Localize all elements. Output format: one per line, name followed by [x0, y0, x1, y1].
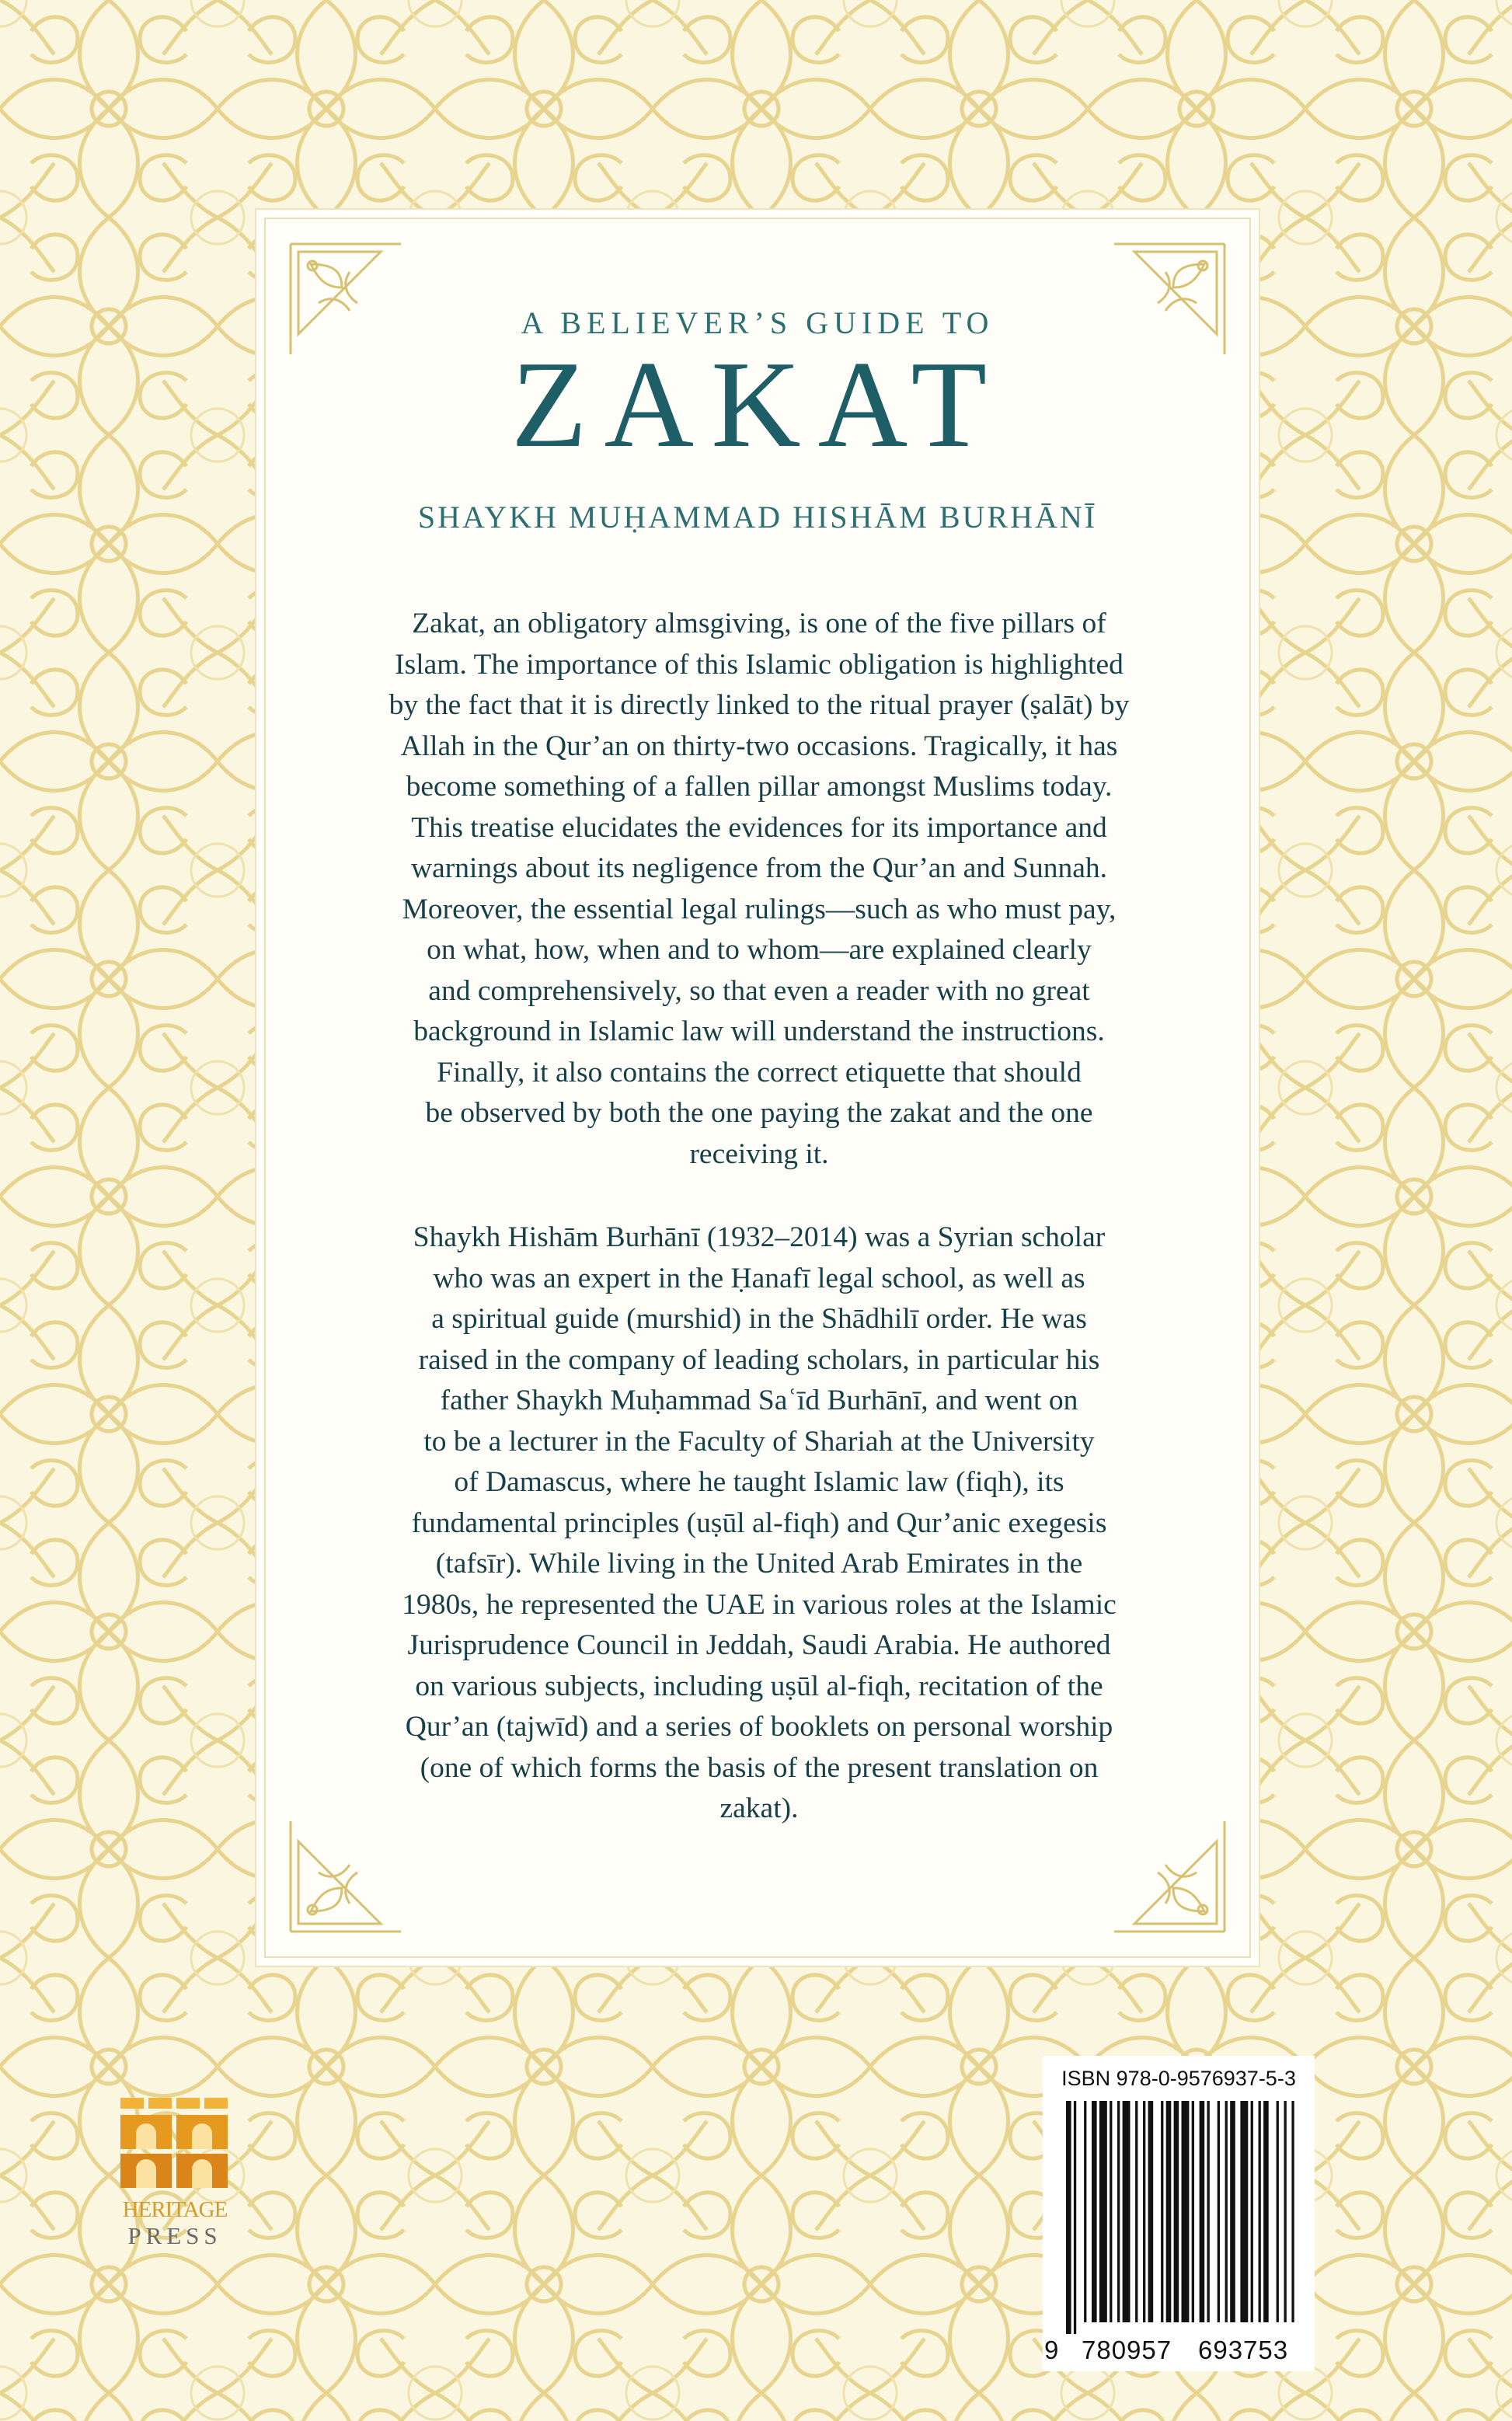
- corner-ornament: [287, 1818, 404, 1935]
- barcode-bar: [1284, 2101, 1287, 2322]
- barcode-bar: [1240, 2101, 1248, 2322]
- description-panel: [264, 218, 1251, 1958]
- publisher-logo: [117, 2098, 241, 2292]
- barcode-bar: [1225, 2101, 1228, 2322]
- text-line: on what, how, when and to whom—are explained clearly: [427, 934, 1092, 966]
- barcode-bar: [1143, 2101, 1145, 2322]
- text-line: a spiritual guide (murshid) in the Shādhilī order. He was: [431, 1303, 1087, 1335]
- barcode-bar: [1166, 2101, 1172, 2322]
- corner-ornament: [1111, 1818, 1228, 1935]
- text-line: Islam. The importance of this Islamic obligation is highlighted: [395, 648, 1124, 681]
- text-line: by the fact that it is directly linked to the ritual prayer (ṣalāt) by: [388, 689, 1130, 721]
- text-line: raised in the company of leading scholars, in particular his: [418, 1343, 1100, 1376]
- barcode-bar: [1123, 2101, 1131, 2322]
- barcode-bar: [1291, 2101, 1294, 2322]
- barcode-bar: [1084, 2101, 1086, 2322]
- text-line: who was an expert in the Ḥanafī legal school, as well as: [433, 1262, 1085, 1294]
- text-line: become something of a fallen pillar amongst Muslims today.: [406, 771, 1113, 803]
- barcode: [1052, 2101, 1305, 2334]
- book-description-paragraph: [336, 604, 1183, 1175]
- text-line: Shaykh Hishām Burhānī (1932–2014) was a Syrian scholar: [413, 1221, 1106, 1253]
- text-line: be observed by both the one paying the zakat and the one: [425, 1097, 1093, 1129]
- text-line: zakat).: [719, 1792, 799, 1824]
- text-line: and comprehensively, so that even a reader with no great: [428, 974, 1090, 1007]
- publisher-name-line2: PRESS: [127, 2222, 222, 2249]
- barcode-bar: [1174, 2101, 1179, 2322]
- barcode-digits-right: 693753: [1198, 2336, 1289, 2364]
- barcode-bar: [1148, 2101, 1154, 2322]
- text-line: father Shaykh Muḥammad Saʿīd Burhānī, and went on: [440, 1385, 1078, 1416]
- text-line: Qur’an (tajwīd) and a series of booklets on personal worship: [405, 1711, 1113, 1743]
- barcode-bar: [1182, 2101, 1190, 2322]
- barcode-bar: [1200, 2101, 1205, 2322]
- book-title: ZAKAT: [510, 335, 1005, 473]
- text-line: background in Islamic law will understand the instructions.: [413, 1015, 1105, 1047]
- barcode-bar: [1117, 2101, 1120, 2322]
- barcode-digits-left: 780957: [1082, 2336, 1172, 2364]
- heritage-press-logo-icon: [120, 2098, 229, 2191]
- text-line: (tafsīr). While living in the United Arab Emirates in the: [435, 1548, 1083, 1580]
- barcode-bar: [1207, 2101, 1210, 2322]
- barcode-bar: [1263, 2101, 1269, 2322]
- text-line: of Damascus, where he taught Islamic law (fiqh), its: [454, 1466, 1064, 1498]
- barcode-bar: [1218, 2101, 1220, 2322]
- text-line: This treatise elucidates the evidences for its importance and: [411, 811, 1107, 844]
- text-line: to be a lecturer in the Faculty of Shariah at the University: [423, 1425, 1095, 1458]
- book-subtitle: A BELIEVER’S GUIDE TO: [521, 305, 995, 340]
- barcode-bar: [1259, 2101, 1261, 2322]
- barcode-bar: [1099, 2101, 1107, 2322]
- text-line: Finally, it also contains the correct etiquette that should: [437, 1056, 1082, 1089]
- text-line: (one of which forms the basis of the present translation on: [420, 1751, 1099, 1784]
- text-line: warnings about its negligence from the Qur’an and Sunnah.: [411, 852, 1107, 884]
- text-line: receiving it.: [689, 1137, 829, 1170]
- barcode-bar: [1161, 2101, 1163, 2322]
- barcode-bar: [1277, 2101, 1279, 2322]
- barcode-bar: [1230, 2101, 1235, 2322]
- text-line: fundamental principles (uṣūl al-fiqh) and Qur’anic exegesis: [411, 1507, 1107, 1539]
- text-line: Zakat, an obligatory almsgiving, is one of the five pillars of: [412, 608, 1106, 639]
- author-bio-paragraph: [336, 1217, 1183, 1830]
- text-line: 1980s, he represented the UAE in various roles at the Islamic: [402, 1588, 1117, 1621]
- text-line: Allah in the Qur’an on thirty-two occasions. Tragically, it has: [400, 730, 1118, 762]
- barcode-bar: [1092, 2101, 1097, 2322]
- text-line: on various subjects, including uṣūl al-fiqh, recitation of the: [415, 1670, 1103, 1702]
- text-line: Jurisprudence Council in Jeddah, Saudi Arabia. He authored: [407, 1629, 1111, 1661]
- isbn-barcode-block: [1043, 2056, 1315, 2371]
- text-line: Moreover, the essential legal rulings—such as who must pay,: [402, 893, 1117, 925]
- barcode-bar: [1074, 2101, 1076, 2334]
- barcode-bar: [1251, 2101, 1253, 2322]
- book-author: SHAYKH MUḤAMMAD HISHĀM BURHĀNĪ: [417, 500, 1098, 535]
- barcode-bar: [1110, 2101, 1112, 2322]
- barcode-bar: [1066, 2101, 1071, 2334]
- publisher-name-line1: HERITAGE: [122, 2197, 228, 2222]
- barcode-bar: [1192, 2101, 1194, 2322]
- barcode-digit-prefix: 9: [1044, 2336, 1060, 2364]
- barcode-bar: [1135, 2101, 1137, 2322]
- isbn-label: ISBN 978-0-9576937-5-3: [1061, 2067, 1296, 2090]
